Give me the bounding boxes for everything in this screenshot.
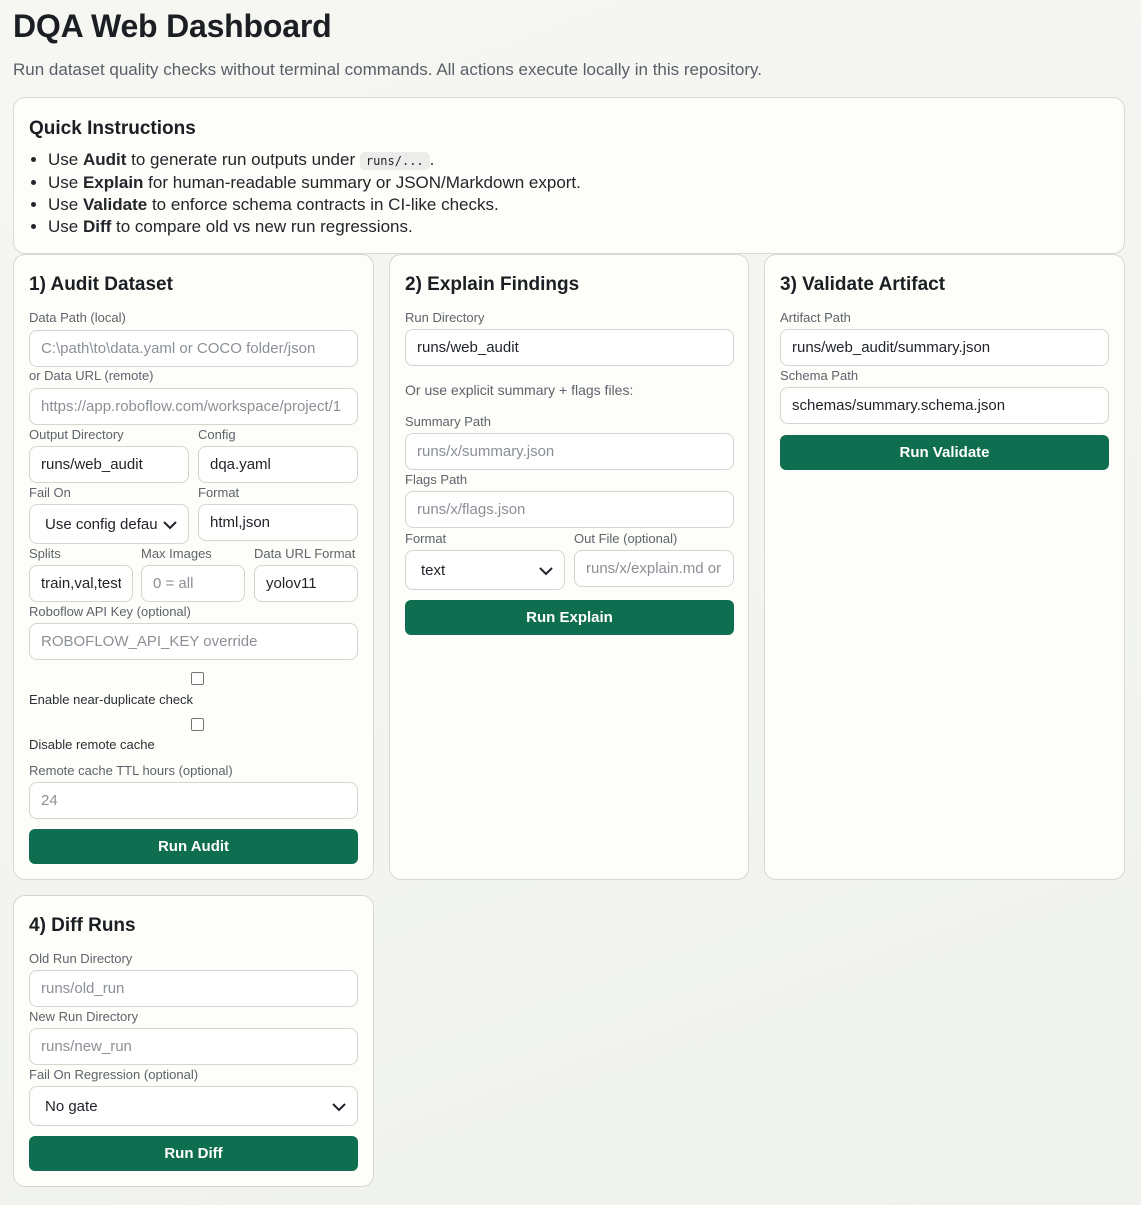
audit-title: 1) Audit Dataset <box>29 274 173 295</box>
new-run-label: New Run Directory <box>29 1009 139 1024</box>
instruction-diff: • Use Diff to compare old vs new run regressions. <box>48 216 581 238</box>
artifact-path-label: Artifact Path <box>780 310 851 325</box>
page-title: DQA Web Dashboard <box>13 8 332 44</box>
ttl-input[interactable] <box>29 782 358 819</box>
run-diff-button[interactable]: Run Diff <box>29 1136 358 1171</box>
format-label: Format <box>198 485 240 500</box>
explain-card <box>389 254 749 880</box>
chevron-down-icon <box>162 517 178 533</box>
run-dir-input[interactable] <box>405 329 734 366</box>
explain-format-value: text <box>421 561 446 579</box>
run-explain-button[interactable]: Run Explain <box>405 600 734 635</box>
summary-path-label: Summary Path <box>405 414 491 429</box>
max-images-label: Max Images <box>141 546 212 561</box>
api-key-label: Roboflow API Key (optional) <box>29 604 191 619</box>
out-file-label: Out File (optional) <box>574 531 678 546</box>
explicit-files-note: Or use explicit summary + flags files: <box>405 382 634 398</box>
format-input[interactable] <box>198 504 358 541</box>
diff-card <box>13 895 374 1187</box>
disable-cache-checkbox[interactable] <box>191 718 204 731</box>
explain-format-label: Format <box>405 531 447 546</box>
regression-gate-select[interactable] <box>29 1086 358 1126</box>
schema-path-input[interactable] <box>780 387 1109 424</box>
flags-path-input[interactable] <box>405 491 734 528</box>
summary-path-input[interactable] <box>405 433 734 470</box>
quick-instructions-title: Quick Instructions <box>29 118 196 139</box>
chevron-down-icon <box>331 1099 347 1115</box>
schema-path-label: Schema Path <box>780 368 859 383</box>
output-dir-input[interactable] <box>29 446 189 483</box>
run-validate-button[interactable]: Run Validate <box>780 435 1109 470</box>
old-run-input[interactable] <box>29 970 358 1007</box>
validate-card <box>764 254 1125 880</box>
data-url-input[interactable] <box>29 388 358 425</box>
near-duplicate-label: Enable near-duplicate check <box>29 692 194 707</box>
fail-on-value: Use config defau <box>45 515 158 533</box>
data-url-format-input[interactable] <box>254 565 358 602</box>
chevron-down-icon <box>538 563 554 579</box>
splits-input[interactable] <box>29 565 133 602</box>
explain-format-select[interactable] <box>405 550 565 590</box>
old-run-label: Old Run Directory <box>29 951 133 966</box>
runs-code: runs/... <box>360 152 430 170</box>
flags-path-label: Flags Path <box>405 472 468 487</box>
instruction-audit: • Use Audit to generate run outputs under runs/... . <box>48 149 581 172</box>
data-url-format-label: Data URL Format <box>254 546 356 561</box>
instruction-explain: • Use Explain for human-readable summary or JSON/Markdown export. <box>48 172 581 194</box>
api-key-input[interactable] <box>29 623 358 660</box>
max-images-input[interactable] <box>141 565 245 602</box>
quick-instructions-card <box>13 97 1125 254</box>
page-subtitle: Run dataset quality checks without terminal commands. All actions execute locally in this repository. <box>13 60 762 79</box>
validate-title: 3) Validate Artifact <box>780 274 946 295</box>
config-input[interactable] <box>198 446 358 483</box>
explain-title: 2) Explain Findings <box>405 274 580 295</box>
data-url-label: or Data URL (remote) <box>29 368 154 383</box>
regression-gate-value: No gate <box>45 1097 98 1115</box>
disable-cache-label: Disable remote cache <box>29 737 155 752</box>
near-duplicate-checkbox[interactable] <box>191 672 204 685</box>
fail-on-select[interactable] <box>29 504 189 544</box>
audit-card <box>13 254 374 880</box>
artifact-path-input[interactable] <box>780 329 1109 366</box>
fail-on-label: Fail On <box>29 485 71 500</box>
data-path-label: Data Path (local) <box>29 310 126 325</box>
data-path-input[interactable] <box>29 330 358 367</box>
splits-label: Splits <box>29 546 61 561</box>
ttl-label: Remote cache TTL hours (optional) <box>29 763 233 778</box>
new-run-input[interactable] <box>29 1028 358 1065</box>
diff-title: 4) Diff Runs <box>29 915 136 936</box>
run-dir-label: Run Directory <box>405 310 485 325</box>
out-file-input[interactable] <box>574 550 734 587</box>
instruction-validate: • Use Validate to enforce schema contracts in CI-like checks. <box>48 194 581 216</box>
instructions-list <box>29 149 581 238</box>
output-dir-label: Output Directory <box>29 427 124 442</box>
config-label: Config <box>198 427 236 442</box>
run-audit-button[interactable]: Run Audit <box>29 829 358 864</box>
regression-gate-label: Fail On Regression (optional) <box>29 1067 199 1082</box>
